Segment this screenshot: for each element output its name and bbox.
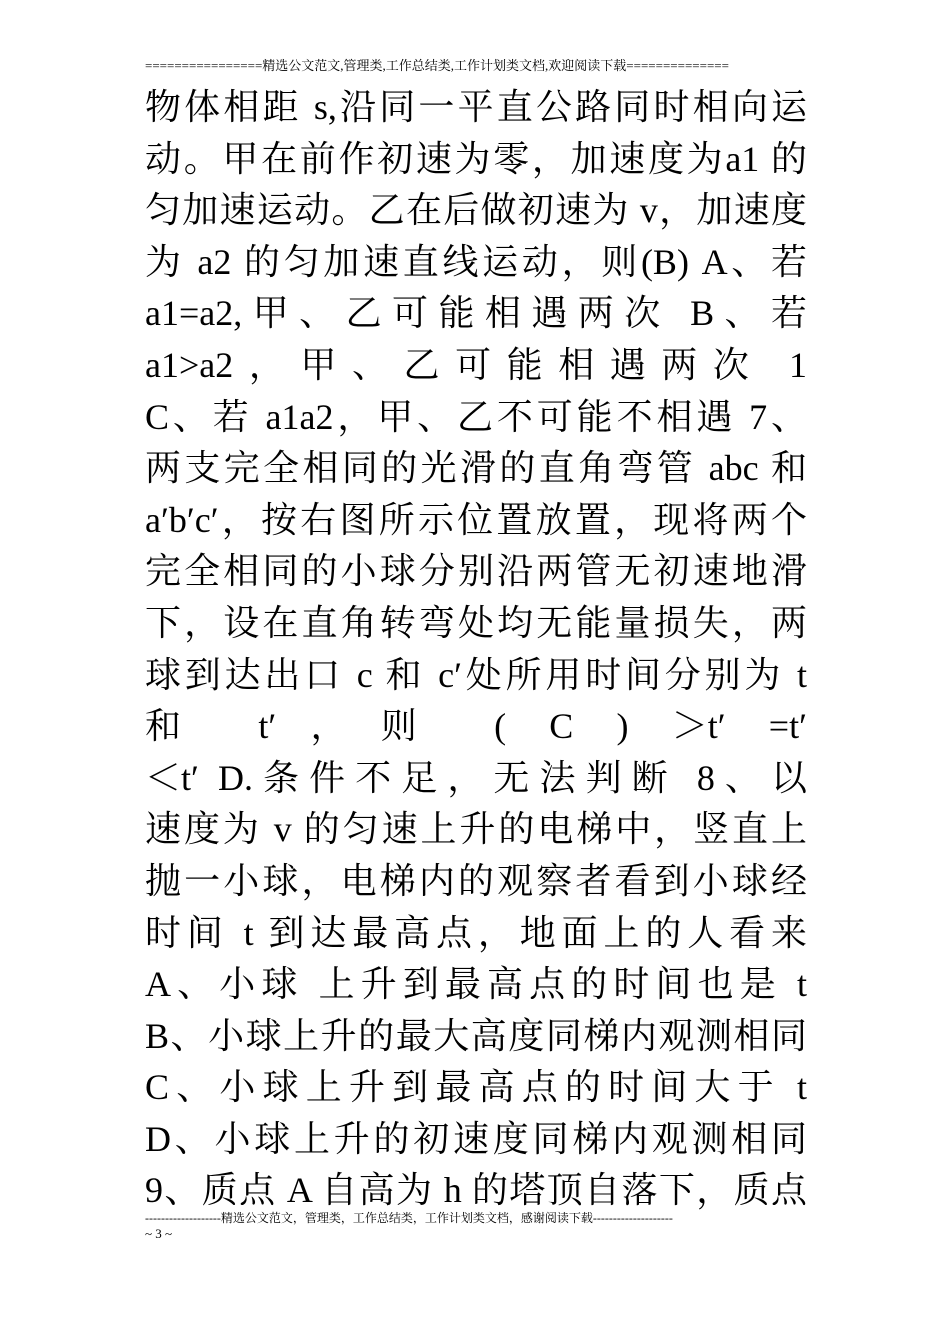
text-line: 两支完全相同的光滑的直角弯管 abc 和 [145,448,807,489]
text-line: D、小球上升的初速度同梯内观测相同 [145,1118,807,1159]
text-line: 抛一小球，电梯内的观察者看到小球经 [145,860,807,901]
text-line: 为 a2 的匀加速直线运动，则(B) A、若 [145,241,807,282]
text-line: C、若 a1a2，甲、乙不可能不相遇 7、 [145,396,807,437]
header-banner: ================精选公文范文,管理类,工作总结类,工作计划类文档,欢迎阅读下载============== [145,58,729,73]
text-line: B、小球上升的最大高度同梯内观测相同 [145,1015,807,1056]
text-line: 9、质点 A 自高为 h 的塔顶自落下，质点 [145,1170,807,1211]
text-line: 下，设在直角转弯处均无能量损失，两 [145,602,807,643]
text-line: A、小球 上升到最高点的时间也是 t [145,964,807,1005]
text-line: 球到达出口 c 和 c′处所用时间分别为 t [145,654,807,695]
text-line: 时间 t 到达最高点，地面上的人看来 [145,912,807,953]
page-number: ~ 3 ~ [145,1226,173,1241]
text-line: a1=a2,甲、乙可能相遇两次 B、若 [145,293,807,334]
footer-banner: -------------------精选公文范文，管理类，工作总结类，工作计划类文档，感谢阅读下载-------------------- [145,1211,673,1225]
text-line: 速度为 v 的匀速上升的电梯中，竖直上 [145,809,807,850]
text-line: C、小球上升到最高点的时间大于 t [145,1067,807,1108]
text-line: 完全相同的小球分别沿两管无初速地滑 [145,551,807,592]
text-line: a′b′c′，按右图所示位置放置，现将两个 [145,499,807,540]
document-body [145,82,807,1217]
text-line: 动。甲在前作初速为零，加速度为a1 的 [145,138,807,179]
text-line: 物体相距 s,沿同一平直公路同时相向运 [145,87,807,127]
text-line: ＜t′ D.条件不足，无法判断 8、以 [145,757,807,798]
text-line: a1>a2，甲、乙可能相遇两次 1 [145,344,807,385]
text-line: 和 t′，则 ( C ) ＞t′ =t′ [145,706,807,747]
text-line: 匀加速运动。乙在后做初速为 v，加速度 [145,190,807,231]
